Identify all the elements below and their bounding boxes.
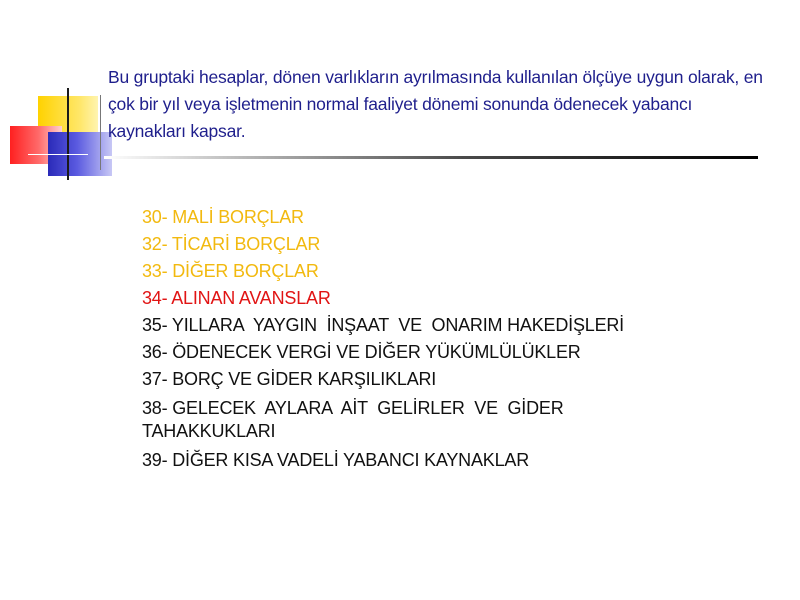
intro-text: Bu gruptaki hesaplar, dönen varlıkların ayrılmasında kullanılan ölçüye uygun olarak, en çok bir yıl veya işletmenin normal faaliyet dönemi sonunda ödenecek yabancı kaynakları kapsar. [108,67,763,141]
list-item: 32- TİCARİ BORÇLAR [142,234,321,254]
color-blocks-icon [0,0,120,190]
list-item: 39- DİĞER KISA VADELİ YABANCI KAYNAKLAR [142,450,530,470]
logo-vertical-line-thin [100,95,101,170]
list-item: 36- ÖDENECEK VERGİ VE DİĞER YÜKÜMLÜLÜKLER [142,342,581,362]
list-item: 34- ALINAN AVANSLAR [142,288,331,308]
logo-horizontal-line [28,154,88,155]
list-item: 38- GELECEK AYLARA AİT GELİRLER VE GİDER TAHAKKUKLARI [142,398,568,441]
account-list [142,204,662,474]
list-item: 37- BORÇ VE GİDER KARŞILIKLARI [142,369,437,389]
list-item: 35- YILLARA YAYGIN İNŞAAT VE ONARIM HAKEDİŞLERİ [142,315,624,335]
list-item: 30- MALİ BORÇLAR [142,207,304,227]
logo-vertical-line [67,88,69,180]
title-divider [104,156,758,159]
list-item: 33- DİĞER BORÇLAR [142,261,319,281]
